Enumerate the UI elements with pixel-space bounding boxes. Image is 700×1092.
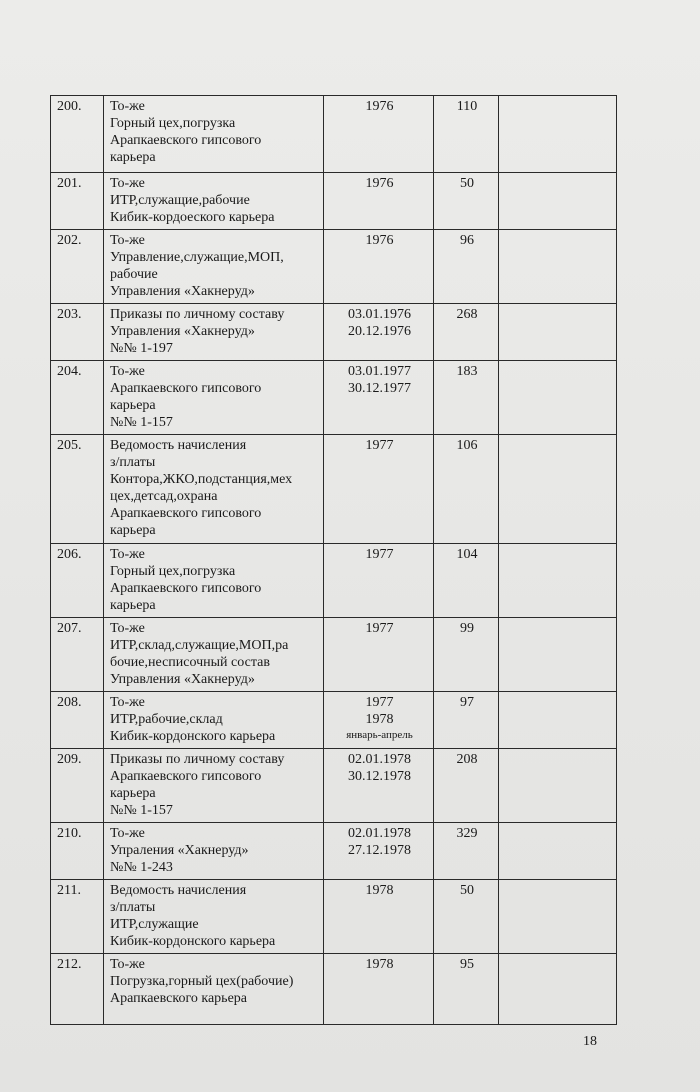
sheet-count-cell <box>434 692 499 749</box>
notes-cell <box>499 544 617 618</box>
title-line: карьера <box>110 598 156 613</box>
row-number: 202. <box>57 233 82 248</box>
row-number: 200. <box>57 99 82 114</box>
row-number: 208. <box>57 695 82 710</box>
title-line: Контора,ЖКО,подстанция,мех <box>110 472 293 487</box>
title-cell <box>104 230 324 304</box>
row-number-cell <box>51 618 104 692</box>
row-number-cell <box>51 304 104 361</box>
title-line: №№ 1-243 <box>110 860 173 875</box>
sheet-count-cell <box>434 749 499 823</box>
notes-cell <box>499 96 617 173</box>
title-line: Ведомость начисления <box>110 883 247 898</box>
date-value: 1976 <box>365 99 394 114</box>
date-note: январь-апрель <box>346 729 413 741</box>
notes-cell <box>499 954 617 1025</box>
title-cell <box>104 823 324 880</box>
date-value: 1978 <box>365 883 394 898</box>
sheet-count: 50 <box>460 176 474 191</box>
date-value: 03.01.1976 <box>348 307 411 322</box>
date-value: 27.12.1978 <box>348 843 411 858</box>
row-number-cell <box>51 361 104 435</box>
title-line: ИТР,рабочие,склад <box>110 712 223 727</box>
title-cell <box>104 954 324 1025</box>
title-line: То-же <box>110 957 145 972</box>
sheet-count-cell <box>434 173 499 230</box>
date-value: 1976 <box>365 233 394 248</box>
date-value: 1978 <box>365 957 394 972</box>
row-number: 209. <box>57 752 82 767</box>
notes-cell <box>499 435 617 544</box>
sheet-count-cell <box>434 618 499 692</box>
date-cell <box>324 749 434 823</box>
title-line: Горный цех,погрузка <box>110 116 236 131</box>
title-line: бочие,несписочный состав <box>110 655 270 670</box>
notes-cell <box>499 230 617 304</box>
title-line: То-же <box>110 547 145 562</box>
table-row <box>51 880 617 954</box>
title-line: Погрузка,горный цех(рабочие) <box>110 974 294 989</box>
date-cell <box>324 173 434 230</box>
title-cell <box>104 173 324 230</box>
title-line: Арапкаевского карьера <box>110 991 247 1006</box>
table-row <box>51 749 617 823</box>
notes-cell <box>499 823 617 880</box>
sheet-count: 97 <box>460 695 474 710</box>
date-cell <box>324 618 434 692</box>
table-row <box>51 96 617 173</box>
row-number: 203. <box>57 307 82 322</box>
title-line: цех,детсад,охрана <box>110 489 218 504</box>
table-row <box>51 304 617 361</box>
row-number: 201. <box>57 176 82 191</box>
date-cell <box>324 435 434 544</box>
row-number-cell <box>51 544 104 618</box>
notes-cell <box>499 173 617 230</box>
notes-cell <box>499 880 617 954</box>
row-number: 211. <box>57 883 81 898</box>
title-line: Горный цех,погрузка <box>110 564 236 579</box>
title-line: карьера <box>110 523 156 538</box>
title-line: Приказы по личному составу <box>110 307 285 322</box>
title-line: Кибик-кордонского карьера <box>110 729 276 744</box>
date-cell <box>324 880 434 954</box>
title-line: Арапкаевского гипсового <box>110 581 262 596</box>
sheet-count: 50 <box>460 883 474 898</box>
row-number-cell <box>51 435 104 544</box>
table-row <box>51 823 617 880</box>
sheet-count: 268 <box>456 307 478 322</box>
title-line: Управление,служащие,МОП, <box>110 250 284 265</box>
row-number-cell <box>51 230 104 304</box>
table-row <box>51 361 617 435</box>
row-number-cell <box>51 749 104 823</box>
title-line: То-же <box>110 99 145 114</box>
table-row <box>51 173 617 230</box>
sheet-count: 110 <box>456 99 478 114</box>
date-value: 02.01.1978 <box>348 752 411 767</box>
sheet-count-cell <box>434 544 499 618</box>
title-cell <box>104 618 324 692</box>
title-line: Управления «Хакнеруд» <box>110 284 255 299</box>
sheet-count-cell <box>434 954 499 1025</box>
title-line: То-же <box>110 364 145 379</box>
sheet-count-cell <box>434 361 499 435</box>
title-cell <box>104 544 324 618</box>
title-cell <box>104 435 324 544</box>
title-cell <box>104 361 324 435</box>
title-line: з/платы <box>110 900 156 915</box>
sheet-count: 99 <box>460 621 474 636</box>
title-line: Арапкаевского гипсового <box>110 506 262 521</box>
date-cell <box>324 544 434 618</box>
date-cell <box>324 361 434 435</box>
title-line: Ведомость начисления <box>110 438 247 453</box>
date-cell <box>324 96 434 173</box>
row-number: 205. <box>57 438 82 453</box>
date-value: 30.12.1978 <box>348 769 411 784</box>
title-cell <box>104 304 324 361</box>
sheet-count: 95 <box>460 957 474 972</box>
sheet-count: 104 <box>456 547 478 562</box>
sheet-count-cell <box>434 435 499 544</box>
row-number-cell <box>51 823 104 880</box>
date-value: 1978 <box>365 712 394 727</box>
row-number-cell <box>51 173 104 230</box>
title-line: ИТР,служащие,рабочие <box>110 193 250 208</box>
table-row <box>51 692 617 749</box>
row-number-cell <box>51 96 104 173</box>
sheet-count-cell <box>434 823 499 880</box>
sheet-count: 96 <box>460 233 474 248</box>
sheet-count: 183 <box>456 364 478 379</box>
sheet-count: 208 <box>456 752 478 767</box>
title-line: То-же <box>110 695 145 710</box>
row-number-cell <box>51 954 104 1025</box>
title-line: з/платы <box>110 455 156 470</box>
sheet-count-cell <box>434 304 499 361</box>
title-cell <box>104 96 324 173</box>
title-line: То-же <box>110 621 145 636</box>
title-line: рабочие <box>110 267 158 282</box>
row-number: 206. <box>57 547 82 562</box>
title-line: Арапкаевского гипсового <box>110 381 262 396</box>
notes-cell <box>499 692 617 749</box>
notes-cell <box>499 618 617 692</box>
date-cell <box>324 692 434 749</box>
inventory-table-body <box>51 96 617 1025</box>
table-row <box>51 954 617 1025</box>
title-line: №№ 1-157 <box>110 415 173 430</box>
date-value: 20.12.1976 <box>348 324 411 339</box>
date-value: 1976 <box>365 176 394 191</box>
sheet-count: 106 <box>456 438 478 453</box>
sheet-count-cell <box>434 96 499 173</box>
table-row <box>51 544 617 618</box>
title-line: То-же <box>110 233 145 248</box>
title-line: Упраления «Хакнеруд» <box>110 843 249 858</box>
date-value: 1977 <box>365 621 394 636</box>
date-value: 03.01.1977 <box>348 364 411 379</box>
date-value: 1977 <box>365 547 394 562</box>
date-value: 02.01.1978 <box>348 826 411 841</box>
row-number-cell <box>51 692 104 749</box>
page-number: 18 <box>583 1034 597 1049</box>
title-line: Арапкаевского гипсового <box>110 769 262 784</box>
date-cell <box>324 954 434 1025</box>
title-cell <box>104 749 324 823</box>
title-line: №№ 1-197 <box>110 341 173 356</box>
title-line: карьера <box>110 150 156 165</box>
notes-cell <box>499 749 617 823</box>
title-line: То-же <box>110 826 145 841</box>
date-cell <box>324 304 434 361</box>
table-row <box>51 618 617 692</box>
title-cell <box>104 692 324 749</box>
title-line: №№ 1-157 <box>110 803 173 818</box>
row-number: 210. <box>57 826 82 841</box>
table-row <box>51 230 617 304</box>
sheet-count-cell <box>434 880 499 954</box>
date-cell <box>324 823 434 880</box>
date-value: 30.12.1977 <box>348 381 411 396</box>
title-line: Управления «Хакнеруд» <box>110 324 255 339</box>
title-line: Управления «Хакнеруд» <box>110 672 255 687</box>
title-line: Приказы по личному составу <box>110 752 285 767</box>
title-line: карьера <box>110 786 156 801</box>
sheet-count: 329 <box>456 826 478 841</box>
date-cell <box>324 230 434 304</box>
date-value: 1977 <box>365 695 394 710</box>
title-line: ИТР,служащие <box>110 917 199 932</box>
title-line: Кибик-кордонского карьера <box>110 934 276 949</box>
title-cell <box>104 880 324 954</box>
title-line: Арапкаевского гипсового <box>110 133 262 148</box>
title-line: Кибик-кордоеского карьера <box>110 210 275 225</box>
notes-cell <box>499 304 617 361</box>
title-line: ИТР,склад,служащие,МОП,ра <box>110 638 289 653</box>
row-number: 207. <box>57 621 82 636</box>
notes-cell <box>499 361 617 435</box>
inventory-table <box>50 95 617 1025</box>
row-number: 204. <box>57 364 82 379</box>
date-value: 1977 <box>365 438 394 453</box>
table-row <box>51 435 617 544</box>
title-line: карьера <box>110 398 156 413</box>
sheet-count-cell <box>434 230 499 304</box>
title-line: То-же <box>110 176 145 191</box>
row-number: 212. <box>57 957 82 972</box>
row-number-cell <box>51 880 104 954</box>
